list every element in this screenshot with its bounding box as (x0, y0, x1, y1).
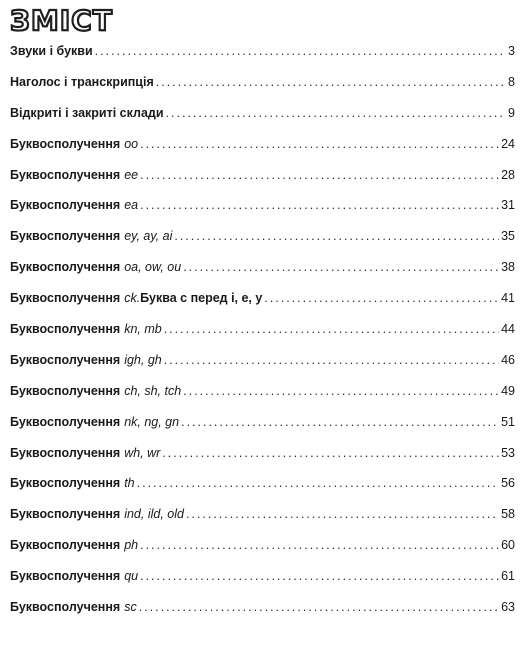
toc-entry-label: Буквосполучення (10, 291, 121, 306)
toc-page-number: 49 (501, 383, 515, 398)
leader-dots (140, 569, 499, 583)
toc-entry[interactable] (10, 106, 515, 137)
toc-entry-label: Буквосполучення (10, 322, 121, 337)
toc-entry-label: Буквосполучення (10, 507, 121, 522)
toc-page-number: 60 (501, 538, 515, 553)
letter-pattern: kn, mb (124, 322, 162, 337)
toc-page-number: 56 (501, 476, 515, 491)
leader-dots (183, 384, 499, 398)
toc-entry[interactable] (10, 384, 515, 415)
letter-pattern: ch, sh, tch (124, 383, 182, 398)
leader-dots (264, 291, 499, 305)
toc-page-number: 63 (501, 600, 515, 615)
letter-pattern: ph (124, 538, 139, 553)
toc-entry-label: Буквосполучення (10, 198, 121, 213)
toc-entry-label: Буквосполучення (10, 229, 121, 244)
toc-entry[interactable] (10, 600, 515, 631)
toc-entry-label: Буквосполучення (10, 569, 121, 584)
toc-entry[interactable] (10, 137, 515, 168)
toc-entry[interactable] (10, 168, 515, 199)
toc-entry[interactable] (10, 198, 515, 229)
leader-dots (139, 600, 499, 614)
toc-entry[interactable] (10, 322, 515, 353)
toc-entry-label: Буквосполучення (10, 538, 121, 553)
toc-page-number: 3 (508, 44, 515, 58)
letter-pattern: igh, gh (124, 352, 162, 367)
leader-dots (140, 538, 499, 552)
toc-page-number: 44 (501, 322, 515, 337)
toc-entry[interactable] (10, 44, 515, 75)
toc-entry-suffix: Буква c перед i, e, y (140, 291, 263, 306)
toc-page-number: 8 (508, 74, 515, 89)
letter-pattern: sc (124, 600, 137, 615)
toc-page-number: 41 (501, 291, 515, 306)
leader-dots (183, 260, 499, 274)
leader-dots (156, 75, 506, 89)
page-title: ЗМІСТ (10, 4, 113, 37)
toc-entry[interactable] (10, 229, 515, 260)
toc-entry-label: Наголос і транскрипція (10, 74, 154, 89)
toc-entry-label: Буквосполучення (10, 352, 121, 367)
toc-entry-label: Звуки і букви (10, 44, 93, 58)
letter-pattern: ind, ild, old (124, 507, 184, 522)
toc-entry[interactable] (10, 353, 515, 384)
toc-entry-label: Буквосполучення (10, 136, 121, 151)
toc-entry-label: Буквосполучення (10, 260, 121, 275)
toc-page-number: 9 (508, 105, 515, 120)
leader-dots (140, 137, 499, 151)
toc-page-number: 31 (501, 198, 515, 213)
toc-page-number: 28 (501, 167, 515, 182)
letter-pattern: ee (124, 167, 139, 182)
leader-dots (164, 353, 499, 367)
leader-dots (140, 168, 499, 182)
toc-entry[interactable] (10, 415, 515, 446)
leader-dots (137, 476, 499, 490)
toc-page-number: 53 (501, 445, 515, 460)
toc-entry[interactable] (10, 446, 515, 477)
letter-pattern: qu (124, 569, 139, 584)
table-of-contents (10, 44, 515, 631)
leader-dots (174, 229, 499, 243)
letter-pattern: nk, ng, gn (124, 414, 180, 429)
toc-entry-label: Буквосполучення (10, 600, 121, 615)
toc-entry[interactable] (10, 291, 515, 322)
toc-entry[interactable] (10, 75, 515, 106)
toc-entry-label: Буквосполучення (10, 167, 121, 182)
letter-pattern: oa, ow, ou (124, 260, 182, 275)
letter-pattern: th (124, 476, 135, 491)
leader-dots (166, 106, 507, 120)
toc-page-number: 46 (501, 352, 515, 367)
toc-entry-label: Відкриті і закриті склади (10, 105, 164, 120)
leader-dots (164, 322, 499, 336)
toc-entry[interactable] (10, 507, 515, 538)
toc-page-number: 38 (501, 260, 515, 275)
letter-pattern: ea (124, 198, 139, 213)
leader-dots (162, 446, 499, 460)
toc-page-number: 24 (501, 136, 515, 151)
letter-pattern: ck. (124, 291, 141, 306)
toc-page-number: 58 (501, 507, 515, 522)
toc-entry-label: Буквосполучення (10, 445, 121, 460)
toc-entry[interactable] (10, 569, 515, 600)
toc-page-number: 61 (501, 569, 515, 584)
leader-dots (186, 507, 499, 521)
toc-entry-label: Буквосполучення (10, 476, 121, 491)
toc-page-number: 51 (501, 414, 515, 429)
toc-entry-label: Буквосполучення (10, 414, 121, 429)
letter-pattern: ey, ay, ai (124, 229, 173, 244)
letter-pattern: wh, wr (124, 445, 161, 460)
letter-pattern: oo (124, 136, 139, 151)
toc-entry-label: Буквосполучення (10, 383, 121, 398)
toc-page-number: 35 (501, 229, 515, 244)
leader-dots (140, 198, 499, 212)
toc-entry[interactable] (10, 476, 515, 507)
toc-entry[interactable] (10, 260, 515, 291)
leader-dots (181, 415, 499, 429)
toc-entry[interactable] (10, 538, 515, 569)
leader-dots (95, 44, 506, 58)
